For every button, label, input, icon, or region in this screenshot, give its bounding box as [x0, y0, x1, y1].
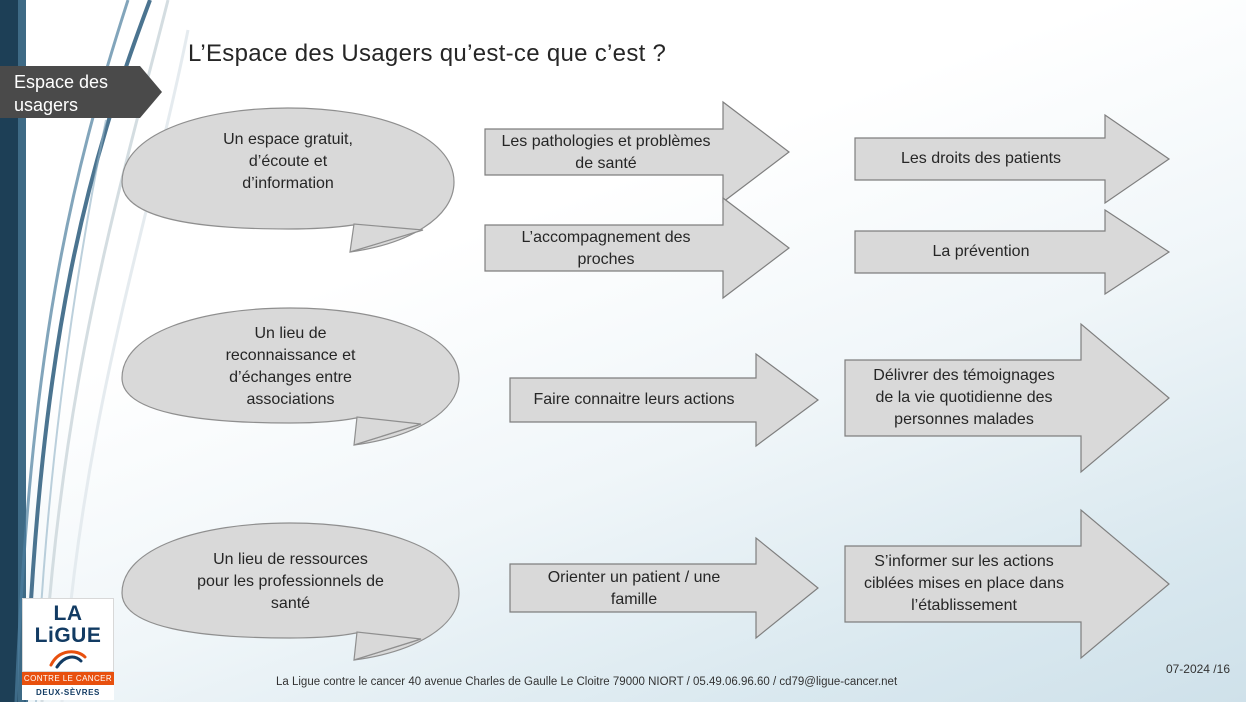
- arrow-sinformer-label: S’informer sur les actions ciblées mises en place dans l’établissement: [863, 553, 1065, 614]
- arrow-faire-connaitre: [508, 352, 820, 448]
- callout-2-label: Un lieu de reconnaissance et d’échanges entre associations: [225, 325, 356, 408]
- footer-contact: La Ligue contre le cancer 40 avenue Charles de Gaulle Le Cloitre 79000 NIORT / 05.49.06.96.60 / cd79@ligue-cancer.net: [276, 676, 898, 688]
- arrow-orienter-label: Orienter un patient / une famille: [547, 569, 721, 608]
- callout-1: [118, 105, 458, 255]
- arrow-temoignages: [843, 322, 1171, 474]
- arrow-prevention: [853, 208, 1171, 296]
- banner-line-2: usagers: [14, 95, 79, 115]
- banner-tag-tip: [140, 66, 162, 118]
- arrow-sinformer: [843, 508, 1171, 660]
- logo-swirl-icon: [45, 647, 91, 669]
- arrow-temoignages-label: Délivrer des témoignages de la vie quotidienne des personnes malades: [873, 367, 1055, 428]
- callout-3-label: Un lieu de ressources pour les professionnels de santé: [197, 551, 384, 612]
- logo-band: CONTRE LE CANCER: [23, 674, 113, 683]
- arrow-prevention-label: La prévention: [932, 243, 1030, 260]
- arrow-accompagnement-label: L’accompagnement des proches: [521, 229, 691, 268]
- logo-main: [22, 598, 114, 672]
- arrow-pathologies-label: Les pathologies et problèmes de santé: [501, 133, 711, 172]
- callout-2: [118, 305, 463, 450]
- logo-department: DEUX-SÈVRES: [22, 685, 114, 700]
- callout-3: [118, 520, 463, 665]
- callout-1-label: Un espace gratuit, d’écoute et d’information: [223, 131, 353, 192]
- arrow-accompagnement: [483, 196, 791, 300]
- arrow-droits: [853, 113, 1171, 205]
- page-number: 07-2024 /16: [1165, 662, 1230, 676]
- logo: [22, 598, 114, 700]
- arrow-faire-connaitre-label: Faire connaitre leurs actions: [533, 391, 735, 408]
- arrow-orienter: [508, 536, 820, 640]
- arrow-droits-label: Les droits des patients: [900, 150, 1062, 167]
- banner-tag: [0, 66, 140, 118]
- page-title: L’Espace des Usagers qu’est-ce que c’est ?: [188, 40, 667, 67]
- logo-name: LA LiGUE: [34, 602, 102, 647]
- banner-line-1: Espace des: [14, 72, 109, 92]
- arrow-pathologies: [483, 100, 791, 204]
